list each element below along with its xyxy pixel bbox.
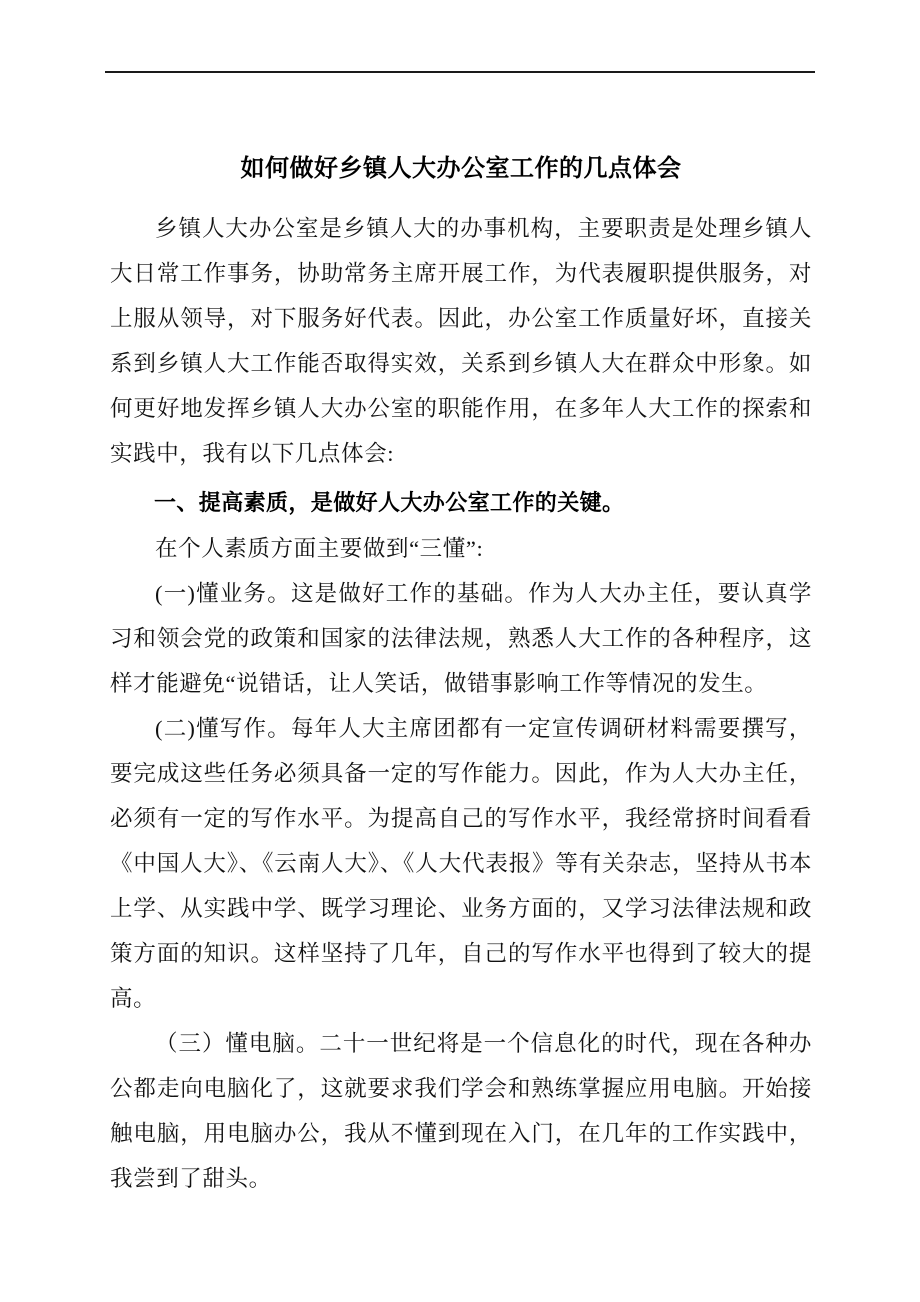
item-one-business: (一)懂业务。这是做好工作的基础。作为人大办主任，要认真学习和领会党的政策和国家的法律法规，熟悉人大工作的各种程序，这样才能避免“说错话，让人笑话，做错事影响工作等情况的发生。 [110, 581, 812, 696]
page-title: 如何做好乡镇人大办公室工作的几点体会 [240, 154, 682, 182]
page-header [0, 0, 920, 86]
header-rule [105, 71, 815, 73]
item-two-writing: (二)懂写作。每年人大主席团都有一定宣传调研材料需要撰写，要完成这些任务必须具备一定的写作能力。因此，作为人大办主任，必须有一定的写作水平。为提高自己的写作水平，我经常挤时间看看《中国人大》、《云南人大》、《人大代表报》等有关杂志，坚持从书本上学、从实践中学、既学习理论、业务方面的，又学习法律法规和政策方面的知识。这样坚持了几年，自己的写作水平也得到了较大的提高。 [110, 716, 812, 1011]
document-body [110, 86, 812, 1302]
item-three-computer: （三）懂电脑。二十一世纪将是一个信息化的时代，现在各种办公都走向电脑化了，这就要求我们学会和熟练掌握应用电脑。开始接触电脑，用电脑办公，我从不懂到现在入门，在几年的工作实践中，我尝到了甜头。 [110, 1031, 812, 1191]
three-understandings-lead: 在个人素质方面主要做到“三懂”: [155, 536, 484, 561]
page-bottom-whitespace [110, 1201, 812, 1302]
section-heading-one: 一、提高素质，是做好人大办公室工作的关键。 [154, 491, 625, 516]
intro-paragraph: 乡镇人大办公室是乡镇人大的办事机构，主要职责是处理乡镇人大日常工作事务，协助常务主席开展工作，为代表履职提供服务，对上服从领导，对下服务好代表。因此，办公室工作质量好坏，直接关系到乡镇人大工作能否取得实效，关系到乡镇人大在群众中形象。如何更好地发挥乡镇人大办公室的职能作用，在多年人大工作的探索和实践中，我有以下几点体会: [110, 216, 812, 466]
paragraph-spacer [110, 476, 812, 479]
